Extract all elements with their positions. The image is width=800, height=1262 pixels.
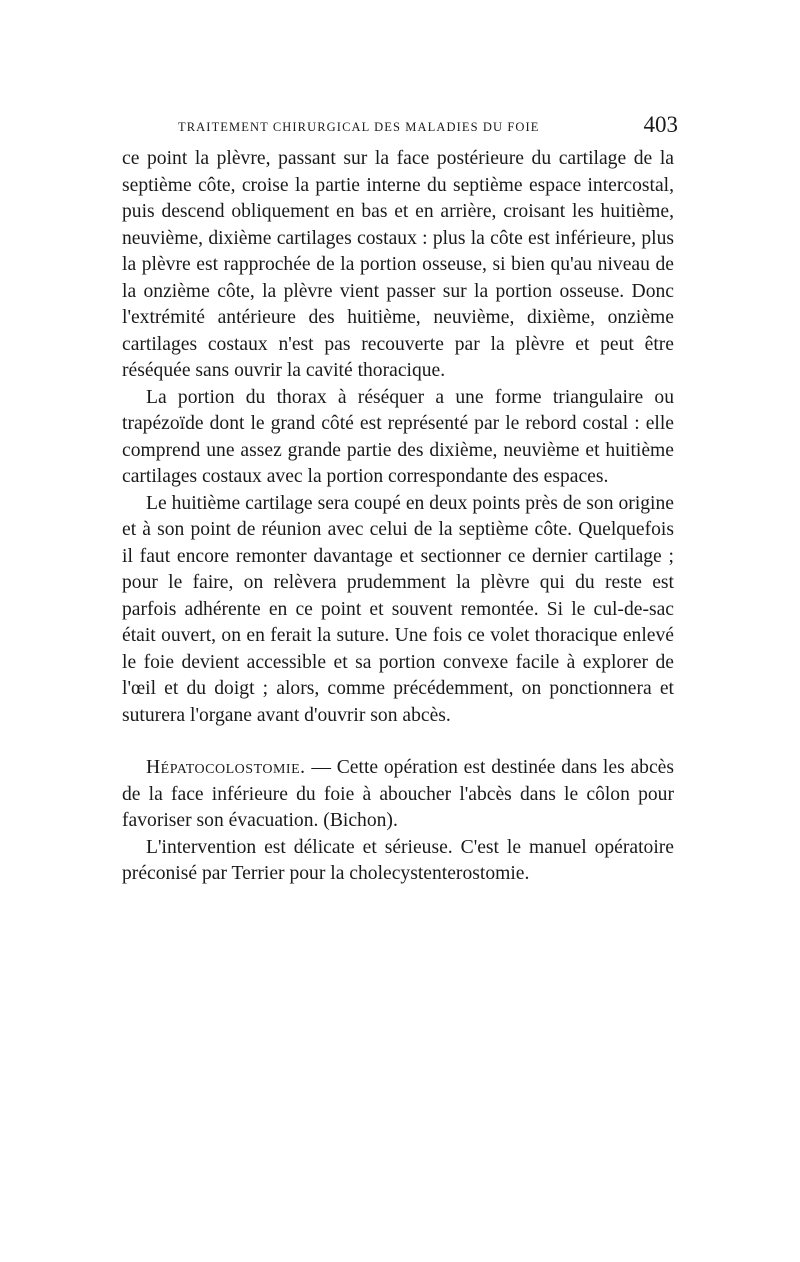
paragraph-3: Le huitième cartilage sera coupé en deux points près de son origine et à son point de réunion avec celui de la septième côte. Quelquefois il faut encore remonter davantage et sectionner ce dernier cartilage ; pour le faire, on relèvera prudemment la plèvre qui du reste est parfois adhérente en ce point et souvent remontée. Si le cul-de-sac était ouvert, on en ferait la suture. Une fois ce volet thoracique enlevé le foie devient accessible et sa portion convexe facile à explorer de l'œil et du doigt ; alors, comme précédemment, on ponctionnera et suturera l'organe avant d'ouvrir son abcès. bbox=[122, 492, 674, 726]
paragraph-5: L'intervention est délicate et sérieuse. C'est le manuel opératoire préconisé par Terrier pour la cholecystenterostomie. bbox=[122, 836, 674, 884]
paragraph-1: ce point la plèvre, passant sur la face postérieure du cartilage de la septième côte, croise la partie interne du septième espace intercostal, puis descend obliquement en bas et en arrière, croisant les huitième, neuvième, dixième cartilages costaux : plus la côte est inférieure, plus la plèvre est rapprochée de la portion osseuse, si bien qu'au niveau de la onzième côte, la plèvre vient passer sur la portion osseuse. Donc l'extrémité antérieure des huitième, neuvième, dixième, onzième cartilages costaux n'est pas recouverte par la plèvre et peut être réséquée sans ouvrir la cavité thoracique. bbox=[122, 148, 674, 381]
running-title: TRAITEMENT CHIRURGICAL DES MALADIES DU FOIE bbox=[178, 120, 540, 134]
page-number: 403 bbox=[643, 112, 678, 137]
section-heading: Hépatocolostomie. bbox=[146, 757, 306, 778]
paragraph-4 bbox=[122, 755, 674, 835]
paragraph-2: La portion du thorax à réséquer a une forme triangulaire ou trapézoïde dont le grand côté est représenté par le rebord costal : elle comprend une assez grande partie des dixième, neuvième et huitième cartilages costaux avec la portion correspondante des espaces. bbox=[122, 386, 674, 487]
paragraph-4-text: — Cette opération est destinée dans les abcès de la face inférieure du foie à aboucher l'abcès dans le côlon pour favoriser son évacuation. (Bichon). bbox=[122, 757, 674, 831]
running-head bbox=[122, 112, 682, 142]
section-gap bbox=[122, 729, 674, 755]
body-text bbox=[122, 146, 674, 888]
